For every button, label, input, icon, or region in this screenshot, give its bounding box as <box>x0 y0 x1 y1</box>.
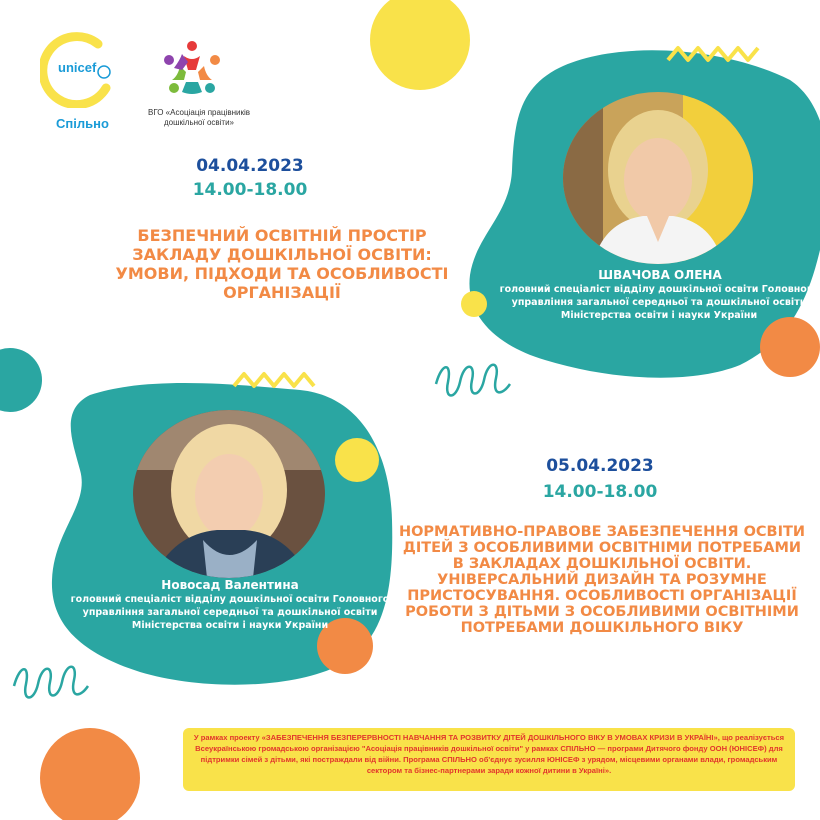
yellow-dot-small <box>461 291 487 317</box>
orange-circle-bottom <box>40 728 140 820</box>
association-name: ВГО «Асоціація працівників дошкільної освіти» <box>148 108 250 127</box>
event2-time: 14.00-18.00 <box>542 482 658 502</box>
event1-time: 14.00-18.00 <box>192 180 308 200</box>
people-circle-icon <box>160 40 224 104</box>
speaker2-photo <box>133 410 325 578</box>
teal-loops-mid <box>436 365 510 396</box>
unicef-wordmark: unicef <box>58 60 97 75</box>
event1-title: БЕЗПЕЧНИЙ ОСВІТНІЙ ПРОСТІР ЗАКЛАДУ ДОШКІЛЬНОЇ ОСВІТИ: УМОВИ, ПІДХОДИ ТА ОСОБЛИВОСТІ ОРГАНІЗАЦІЇ <box>115 226 449 302</box>
yellow-circle-mid <box>335 438 379 482</box>
speaker1-name: ШВАЧОВА ОЛЕНА <box>598 268 722 282</box>
orange-circle-right <box>760 317 820 377</box>
event1-date: 04.04.2023 <box>196 156 304 176</box>
yellow-zigzag-mid <box>234 374 314 386</box>
association-logo <box>140 38 250 138</box>
unicef-logo <box>38 32 118 132</box>
speaker2-portrait-icon <box>133 410 325 578</box>
speaker2-name: Новосад Валентина <box>161 578 299 592</box>
event2-title: НОРМАТИВНО-ПРАВОВЕ ЗАБЕЗПЕЧЕННЯ ОСВІТИ ДІТЕЙ З ОСОБЛИВИМИ ОСВІТНІМИ ПОТРЕБАМИ В ЗАКЛАДАХ ДОШКІЛЬНОЇ ОСВІТИ. УНІВЕРСАЛЬНИЙ ДИЗАЙН ТА РОЗУМНЕ ПРИСТОСУВАННЯ. ОСОБЛИВОСТІ ОРГАНІЗАЦІЇ РОБОТИ З ДІТЬМИ З ОСОБЛИВИМИ ОСВІТНІМИ ПОТРЕБАМИ ДОШКІЛЬНОГО ВІКУ <box>398 524 806 636</box>
speaker1-portrait-icon <box>563 92 753 264</box>
event2-date: 05.04.2023 <box>546 456 654 476</box>
footer-banner <box>183 728 795 791</box>
teal-loops-bottom <box>14 667 88 698</box>
yellow-circle-top <box>370 0 470 90</box>
footer-text: У рамках проекту «ЗАБЕЗПЕЧЕННЯ БЕЗПЕРЕРВНОСТІ НАВЧАННЯ ТА РОЗВИТКУ ДІТЕЙ ДОШКІЛЬНОГО ВІКУ В УМОВАХ КРИЗИ В УКРАЇНІ», що реалізується Всеукраїнською громадською організацією "Асоціація працівників дошкільної освіти" у рамках СПІЛЬНО — програми Дитячого фонду ООН (ЮНІСЕФ) для підтримки сімей з дітьми, які постраждали від війни. Програма СПІЛЬНО об'єднує зусилля ЮНІСЕФ з урядом, місцевими органами влади, громадським сектором та бізнес-партнерами заради кожної дитини в Україні». <box>193 733 785 775</box>
speaker1-position: головний спеціаліст відділу дошкільної освіти Головного управління загальної середньої та дошкільної освіти Міністерства освіти і науки України <box>499 284 819 321</box>
speaker1-photo <box>563 92 753 264</box>
teal-circle-left <box>0 348 42 412</box>
unicef-spilno-label: Спільно <box>56 116 109 131</box>
speaker2-position: головний спеціаліст відділу дошкільної освіти Головного управління загальної середньої та дошкільної освіти Міністерства освіти і науки України <box>70 594 390 631</box>
